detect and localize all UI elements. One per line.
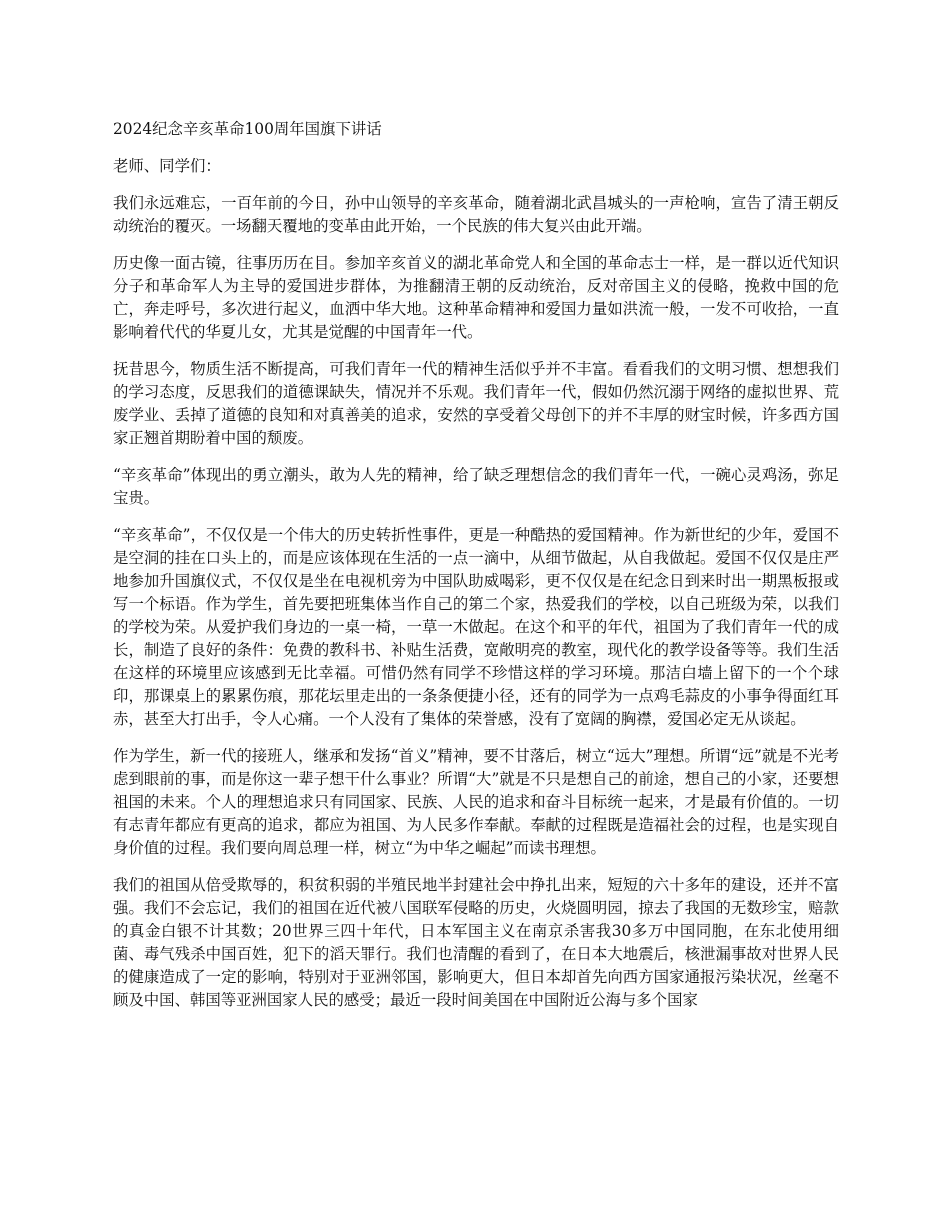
paragraph: 我们永远难忘，一百年前的今日，孙中山领导的辛亥革命，随着湖北武昌城头的一声枪响，宣告了清王朝反动统治的覆灭。一场翻天覆地的变革由此开始，一个民族的伟大复兴由此开端。 — [113, 194, 839, 235]
paragraph: “辛亥革命”，不仅仅是一个伟大的历史转折性事件，更是一种酷热的爱国精神。作为新世纪的少年，爱国不是空洞的挂在口头上的，而是应该体现在生活的一点一滴中，从细节做起，从自我做起。爱国不仅仅是庄严地参加升国旗仪式，不仅仅是坐在电视机旁为中国队助威喝彩，更不仅仅是在纪念日到来时出一期黑板报或写一个标语。作为学生，首先要把班集体当作自己的第二个家，热爱我们的学校，以自己班级为荣，以我们的学校为荣。从爱护我们身边的一桌一椅，一草一木做起。在这个和平的年代，祖国为了我们青年一代的成长，制造了良好的条件：免费的教科书、补贴生活费，宽敞明亮的教室，现代化的教学设备等等。我们生活在这样的环境里应该感到无比幸福。可惜仍然有同学不珍惜这样的学习环境。那洁白墙上留下的一个个球印，那课桌上的累累伤痕，那花坛里走出的一条条便捷小径，还有的同学为一点鸡毛蒜皮的小事争得面红耳赤，甚至大打出手，令人心痛。一个人没有了集体的荣誉感，没有了宽阔的胸襟，爱国必定无从谈起。 — [113, 526, 839, 728]
document-title: 2024纪念辛亥革命100周年国旗下讲话 — [113, 120, 382, 138]
document-page — [113, 118, 839, 1026]
paragraph: 作为学生，新一代的接班人，继承和发扬“首义”精神，要不甘落后，树立“远大”理想。所谓“远”就是不光考虑到眼前的事，而是你这一辈子想干什么事业？所谓“大”就是不只是想自己的前途，想自己的小家，还要想祖国的未来。个人的理想追求只有同国家、民族、人民的追求和奋斗目标统一起来，才是最有价值的。一切有志青年都应有更高的追求，都应为祖国、为人民多作奉献。奉献的过程既是造福社会的过程，也是实现自身价值的过程。我们要向周总理一样，树立“为中华之崛起”而读书理想。 — [113, 747, 839, 857]
paragraph: “辛亥革命”体现出的勇立潮头，敢为人先的精神，给了缺乏理想信念的我们青年一代，一碗心灵鸡汤，弥足宝贵。 — [113, 466, 839, 507]
paragraph: 历史像一面古镜，往事历历在目。参加辛亥首义的湖北革命党人和全国的革命志士一样，是一群以近代知识分子和革命军人为主导的爱国进步群体，为推翻清王朝的反动统治，反对帝国主义的侵略，挽救中国的危亡，奔走呼号，多次进行起义，血洒中华大地。这种革命精神和爱国力量如洪流一般，一发不可收拾，一直影响着代代的华夏儿女，尤其是觉醒的中国青年一代。 — [113, 254, 839, 341]
greeting: 老师、同学们： — [113, 157, 221, 175]
paragraph: 抚昔思今，物质生活不断提高，可我们青年一代的精神生活似乎并不丰富。看看我们的文明习惯、想想我们的学习态度，反思我们的道德课缺失，情况并不乐观。我们青年一代，假如仍然沉溺于网络的虚拟世界、荒废学业、丢掉了道德的良知和对真善美的追求，安然的享受着父母创下的并不丰厚的财宝时候，许多西方国家正翘首期盼着中国的颓废。 — [113, 360, 839, 447]
paragraph: 我们的祖国从倍受欺辱的，积贫积弱的半殖民地半封建社会中挣扎出来，短短的六十多年的建设，还并不富强。我们不会忘记，我们的祖国在近代被八国联军侵略的历史，火烧圆明园，掠去了我国的无数珍宝，赔款的真金白银不计其数；20世界三四十年代，日本军国主义在南京杀害我30多万中国同胞，在东北使用细菌、毒气残杀中国百姓，犯下的滔天罪行。我们也清醒的看到了，在日本大地震后，核泄漏事故对世界人民的健康造成了一定的影响，特别对于亚洲邻国，影响更大，但日本却首先向西方国家通报污染状况，丝毫不顾及中国、韩国等亚洲国家人民的感受；最近一段时间美国在中国附近公海与多个国家 — [113, 876, 839, 1009]
